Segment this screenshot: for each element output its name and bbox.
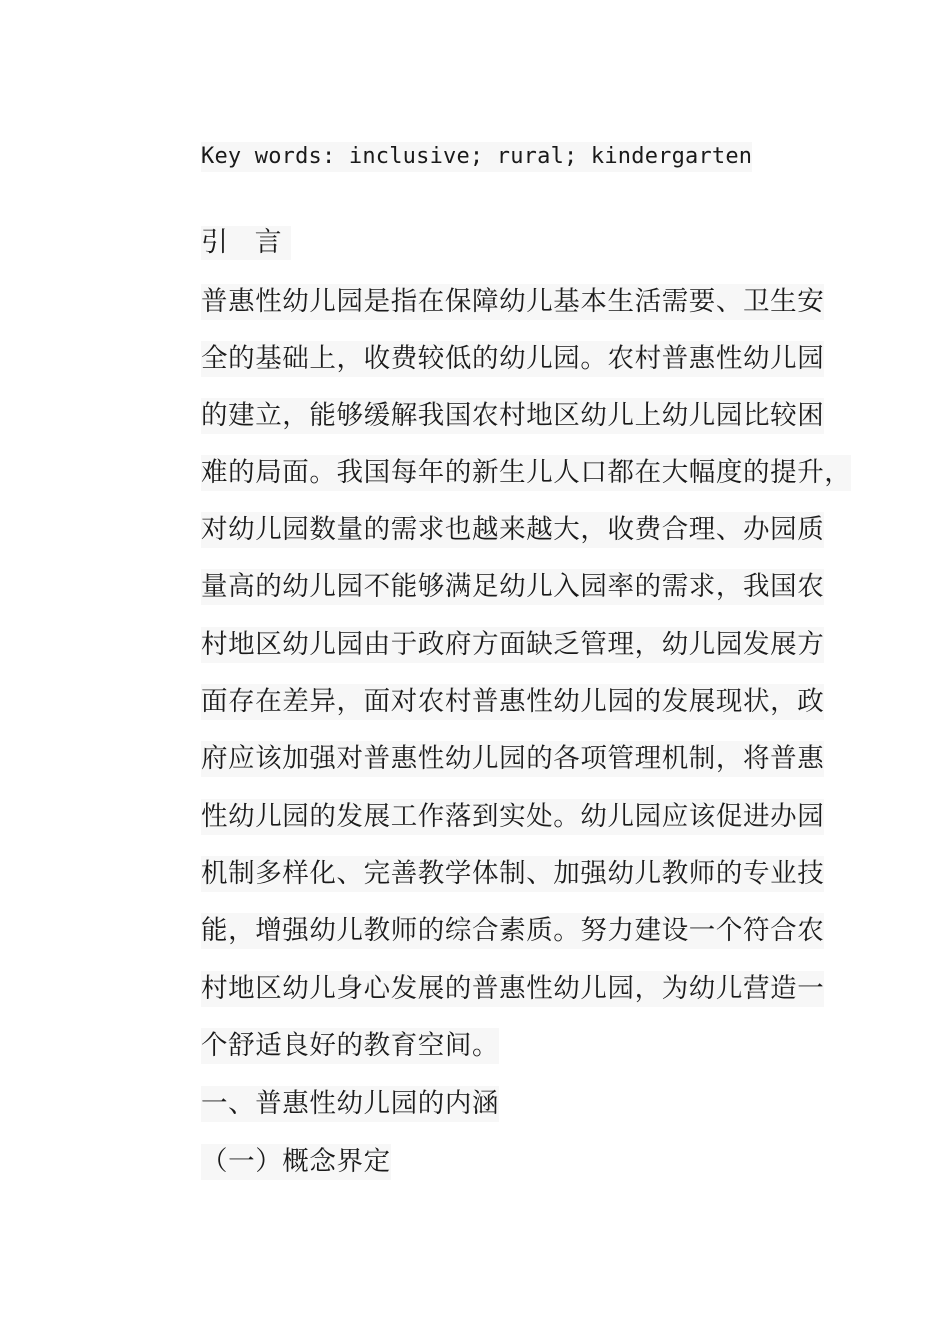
- paragraph-line: 村地区幼儿身心发展的普惠性幼儿园，为幼儿营造一: [201, 971, 824, 1007]
- paragraph-line: 全的基础上，收费较低的幼儿园。农村普惠性幼儿园: [201, 341, 824, 377]
- paragraph-line: 难的局面。我国每年的新生儿人口都在大幅度的提升，: [201, 455, 851, 491]
- paragraph-line: 能，增强幼儿教师的综合素质。努力建设一个符合农: [201, 913, 824, 949]
- paragraph-line: 府应该加强对普惠性幼儿园的各项管理机制，将普惠: [201, 741, 824, 777]
- paragraph-line: 机制多样化、完善教学体制、加强幼儿教师的专业技: [201, 856, 824, 892]
- section-heading: 一、普惠性幼儿园的内涵: [201, 1086, 499, 1122]
- paragraph-line: 的建立，能够缓解我国农村地区幼儿上幼儿园比较困: [201, 398, 824, 434]
- paragraph-line: 个舒适良好的教育空间。: [201, 1028, 499, 1064]
- keywords-line: Key words: inclusive; rural; kindergarten: [201, 142, 752, 172]
- subsection-heading: （一）概念界定: [201, 1144, 391, 1180]
- paragraph-line: 普惠性幼儿园是指在保障幼儿基本生活需要、卫生安: [201, 284, 824, 320]
- paragraph-line: 对幼儿园数量的需求也越来越大，收费合理、办园质: [201, 512, 824, 548]
- intro-heading: 引 言: [201, 227, 291, 258]
- paragraph-line: 性幼儿园的发展工作落到实处。幼儿园应该促进办园: [201, 799, 824, 835]
- paragraph-line: 面存在差异，面对农村普惠性幼儿园的发展现状，政: [201, 684, 824, 720]
- paragraph-line: 村地区幼儿园由于政府方面缺乏管理，幼儿园发展方: [201, 627, 824, 663]
- paragraph-line: 量高的幼儿园不能够满足幼儿入园率的需求，我国农: [201, 569, 824, 605]
